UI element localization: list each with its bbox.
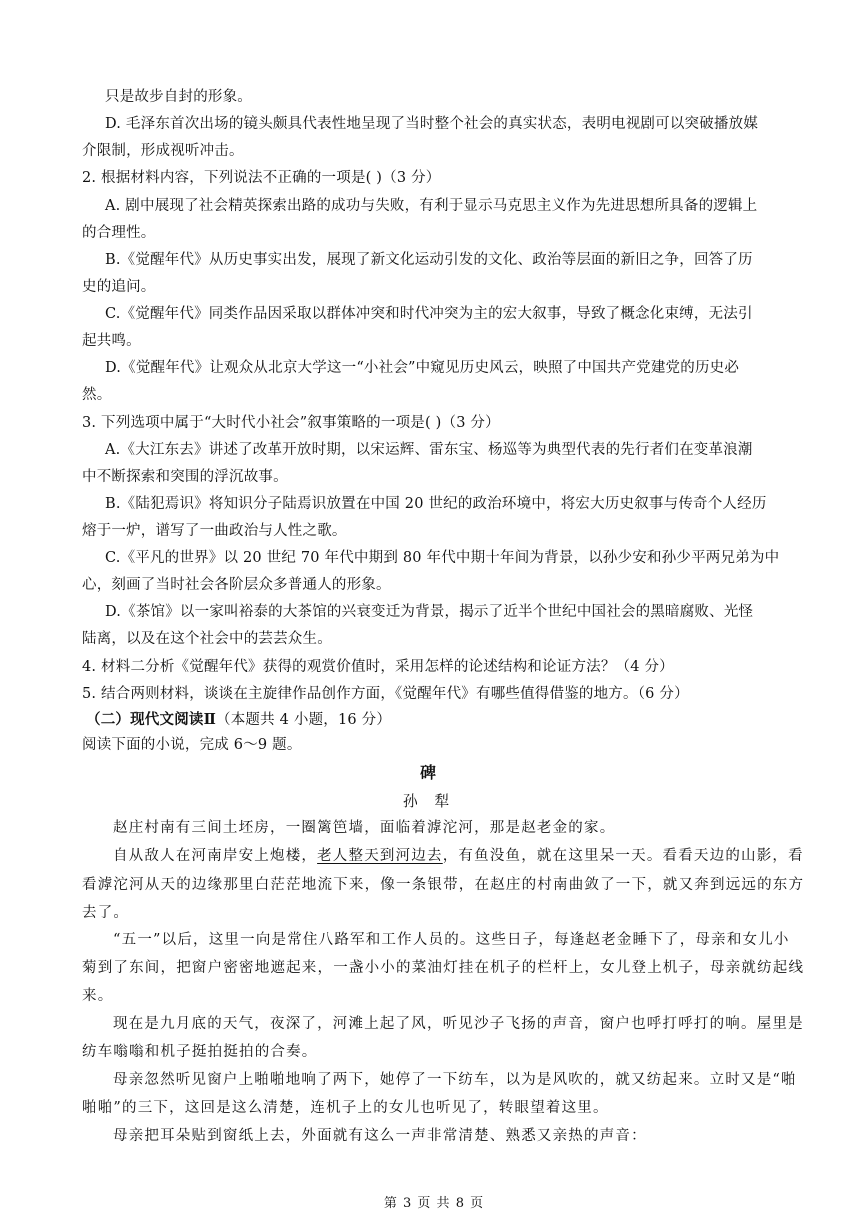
q4-stem: 4. 材料二分析《觉醒年代》获得的观赏价值时，采用怎样的论述结构和论证方法？（4 分） (82, 659, 674, 675)
story-paragraph-2-line3: 去了。 (82, 905, 130, 921)
q3-option-d-line2: 陆离，以及在这个社会中的芸芸众生。 (82, 631, 332, 647)
story-paragraph-6-line1: 母亲把耳朵贴到窗纸上去，外面就有这么一声非常清楚、熟悉又亲热的声音： (113, 1128, 647, 1144)
q2-option-a-line1: A. 剧中展现了社会精英探索出路的成功与失败，有利于显示马克思主义作为先进思想所具备的逻辑上 (105, 198, 758, 214)
q3-option-b-line2: 熔于一炉，谱写了一曲政治与人性之歌。 (82, 523, 347, 539)
q2-option-c-line1: C.《觉醒年代》同类作品因采取以群体冲突和时代冲突为主的宏大叙事，导致了概念化束缚，无法引 (105, 306, 753, 322)
story-p2-post: ，有鱼没鱼，就在这里呆一天。看看天边的山影，看 (442, 848, 804, 864)
q2-option-a-line2: 的合理性。 (82, 225, 156, 241)
q2-option-d-line2: 然。 (82, 387, 112, 403)
page-footer: 第 3 页 共 8 页 (383, 1196, 485, 1211)
story-paragraph-2-line1 (113, 846, 804, 866)
section-heading (86, 710, 391, 730)
q1-option-c-tail: 只是故步自封的形象。 (105, 89, 252, 105)
story-title: 碑 (420, 763, 438, 782)
story-paragraph-3-line3: 来。 (82, 988, 114, 1004)
q3-option-d-line1: D.《茶馆》以一家叫裕泰的大茶馆的兴衰变迁为背景，揭示了近半个世纪中国社会的黑暗腐败、光怪 (105, 604, 754, 620)
story-paragraph-4-line2: 纺车嗡嗡和机子挺拍挺拍的合奏。 (82, 1044, 318, 1060)
q3-option-b-line1: B.《陆犯焉识》将知识分子陆焉识放置在中国 20 世纪的政治环境中，将宏大历史叙事与传奇个人经历 (105, 496, 767, 512)
section-instruction: 阅读下面的小说，完成 6～9 题。 (82, 737, 302, 753)
story-paragraph-1: 赵庄村南有三间土坯房，一圈篱笆墙，面临着滹沱河，那是赵老金的家。 (113, 820, 616, 836)
q5-stem: 5. 结合两则材料，谈谈在主旋律作品创作方面，《觉醒年代》有哪些值得借鉴的地方。（6 分） (82, 686, 689, 702)
q1-option-d-line2: 介限制，形成视听冲击。 (82, 143, 244, 159)
story-author: 孙 犁 (402, 792, 456, 810)
story-paragraph-5-line2: 啪啪”的三下，这回是这么清楚，连机子上的女儿也听见了，转眼望着这里。 (82, 1100, 609, 1116)
story-paragraph-5-line1: 母亲忽然听见窗户上啪啪地响了两下，她停了一下纺车，以为是风吹的，就又纺起来。立时又是“啪 (113, 1072, 797, 1088)
section-note: （本题共 4 小题，16 分） (216, 712, 392, 728)
story-paragraph-3-line2: 菊到了东间，把窗户密密地遮起来，一盏小小的菜油灯挂在机子的栏杆上，女儿登上机子，母亲就纺起线 (82, 960, 805, 976)
q2-stem: 2. 根据材料内容，下列说法不正确的一项是( )（3 分） (82, 170, 441, 186)
q1-option-d-line1: D. 毛泽东首次出场的镜头颇具代表性地呈现了当时整个社会的真实状态，表明电视剧可以突破播放媒 (105, 116, 759, 132)
q2-option-b-line1: B.《觉醒年代》从历史事实出发，展现了新文化运动引发的文化、政治等层面的新旧之争，回答了历 (105, 252, 753, 268)
q3-option-a-line1: A.《大江东去》讲述了改革开放时期，以宋运辉、雷东宝、杨巡等为典型代表的先行者们在变革浪潮 (105, 442, 753, 458)
q3-stem: 3. 下列选项中属于“大时代小社会”叙事策略的一项是( )（3 分） (82, 415, 500, 431)
story-p2-pre: 自从敌人在河南岸安上炮楼， (113, 848, 318, 864)
q3-option-c-line2: 心，刻画了当时社会各阶层众多普通人的形象。 (82, 577, 391, 593)
q2-option-d-line1: D.《觉醒年代》让观众从北京大学这一“小社会”中窥见历史风云，映照了中国共产党建党的历史必 (105, 360, 740, 376)
story-paragraph-2-line2: 看滹沱河从天的边缘那里白茫茫地流下来，像一条银带，在赵庄的村南曲敛了一下，就又奔到远远的东方 (82, 877, 805, 893)
q2-option-b-line2: 史的追问。 (82, 279, 156, 295)
q2-option-c-line2: 起共鸣。 (82, 333, 141, 349)
story-p2-underlined: 老人整天到河边去 (317, 848, 443, 864)
q3-option-a-line2: 中不断探索和突围的浮沉故事。 (82, 469, 288, 485)
q3-option-c-line1: C.《平凡的世界》以 20 世纪 70 年代中期到 80 年代中期十年间为背景，以孙少安和孙少平两兄弟为中 (105, 550, 780, 566)
section-title: （二）现代文阅读Ⅱ (86, 711, 217, 728)
story-paragraph-4-line1: 现在是九月底的天气，夜深了，河滩上起了风，听见沙子飞扬的声音，窗户也呼打呼打的响。屋里是 (113, 1016, 804, 1032)
story-paragraph-3-line1: “五一”以后，这里一向是常住八路军和工作人员的。这些日子，每逢赵老金睡下了，母亲和女儿小 (113, 932, 790, 948)
